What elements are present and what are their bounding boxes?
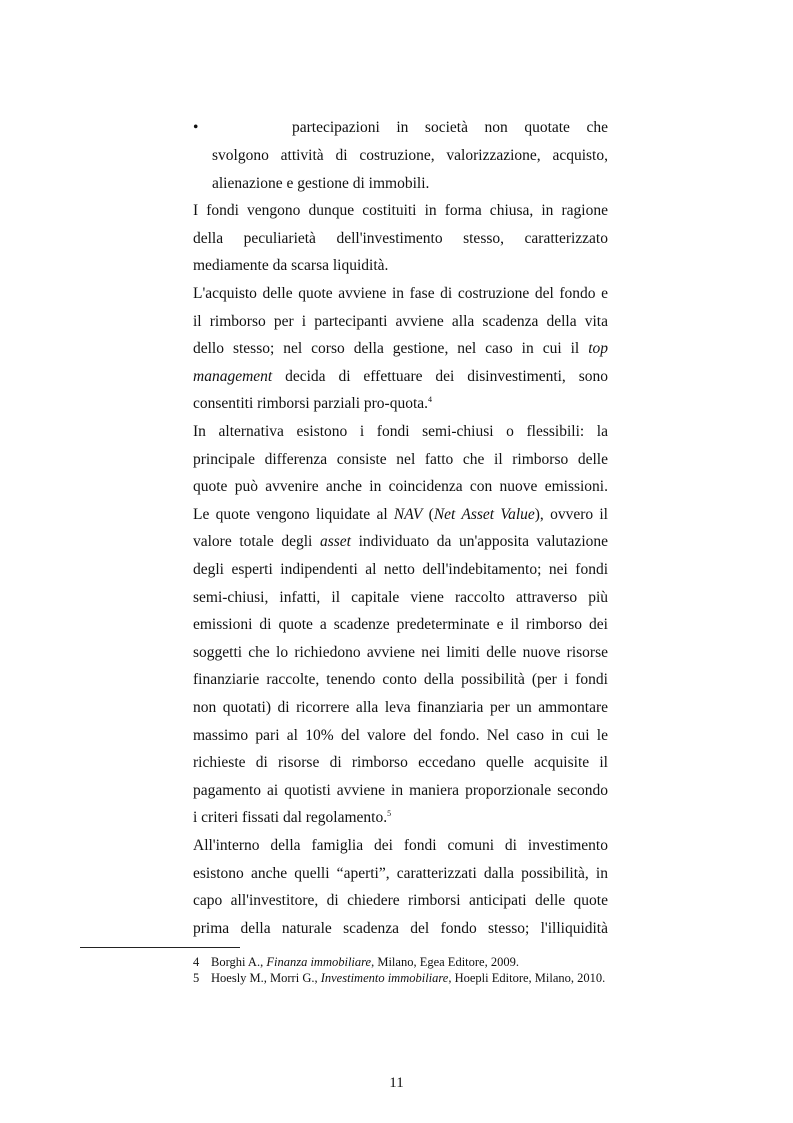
footnote-separator	[80, 947, 240, 948]
body-line: richieste di risorse di rimborso eccedano quelle acquisite il	[193, 754, 608, 771]
body-line: il rimborso per i partecipanti avviene alla scadenza della vita	[193, 313, 608, 330]
body-line: prima della naturale scadenza del fondo stesso; l'illiquidità	[193, 920, 608, 937]
bullet-line-3: alienazione e gestione di immobili.	[212, 175, 430, 192]
body-line: Le quote vengono liquidate al NAV (Net Asset Value), ovvero il	[193, 506, 608, 523]
body-line: All'interno della famiglia dei fondi comuni di investimento	[193, 837, 608, 854]
body-line: quote può avvenire anche in coincidenza con nuove emissioni.	[193, 478, 608, 495]
body-line: consentiti rimborsi parziali pro-quota.$^4$	[193, 395, 433, 412]
body-line: dello stesso; nel corso della gestione, nel caso in cui il top	[193, 340, 608, 357]
body-line: soggetti che lo richiedono avviene nei limiti delle nuove risorse	[193, 644, 608, 661]
body-line: I fondi vengono dunque costituiti in forma chiusa, in ragione	[193, 202, 608, 219]
body-line: non quotati) di ricorrere alla leva finanziaria per un ammontare	[193, 699, 608, 716]
bullet-line-2: svolgono attività di costruzione, valorizzazione, acquisto,	[212, 147, 608, 164]
body-line: massimo pari al 10% del valore del fondo. Nel caso in cui le	[193, 727, 608, 744]
footnote-4: 4 Borghi A., Finanza immobiliare, Milano, Egea Editore, 2009.	[193, 955, 519, 969]
body-line: management decida di effettuare dei disinvestimenti, sono	[193, 368, 608, 385]
body-line: In alternativa esistono i fondi semi-chiusi o flessibili: la	[193, 423, 608, 440]
footnote-5: 5 Hoesly M., Morri G., Investimento immobiliare, Hoepli Editore, Milano, 2010.	[193, 971, 606, 985]
body-line: della peculiarietà dell'investimento stesso, caratterizzato	[193, 230, 608, 247]
body-line: semi-chiusi, infatti, il capitale viene raccolto attraverso più	[193, 589, 608, 606]
body-line: pagamento ai quotisti avviene in maniera proporzionale secondo	[193, 782, 608, 799]
bullet-line-1: partecipazioni in società non quotate che	[292, 119, 608, 136]
footnote-ref-5: 5	[387, 809, 392, 818]
body-line: valore totale degli asset individuato da un'apposita valutazione	[193, 533, 608, 550]
body-line: i criteri fissati dal regolamento.$^5$	[193, 809, 392, 826]
bullet-marker: •	[193, 119, 199, 136]
page-number: 11	[389, 1075, 404, 1091]
body-line: mediamente da scarsa liquidità.	[193, 257, 389, 274]
body-line: esistono anche quelli “aperti”, caratterizzati dalla possibilità, in	[193, 865, 608, 882]
body-line: principale differenza consiste nel fatto che il rimborso delle	[193, 451, 608, 468]
body-line: capo all'investitore, di chiedere rimborsi anticipati delle quote	[193, 892, 608, 909]
body-line: L'acquisto delle quote avviene in fase di costruzione del fondo e	[193, 285, 608, 302]
body-line: finanziarie raccolte, tenendo conto della possibilità (per i fondi	[193, 671, 608, 688]
footnote-ref-4: 4	[428, 395, 433, 404]
body-line: emissioni di quote a scadenze predeterminate e il rimborso dei	[193, 616, 608, 633]
body-line: degli esperti indipendenti al netto dell'indebitamento; nei fondi	[193, 561, 608, 578]
